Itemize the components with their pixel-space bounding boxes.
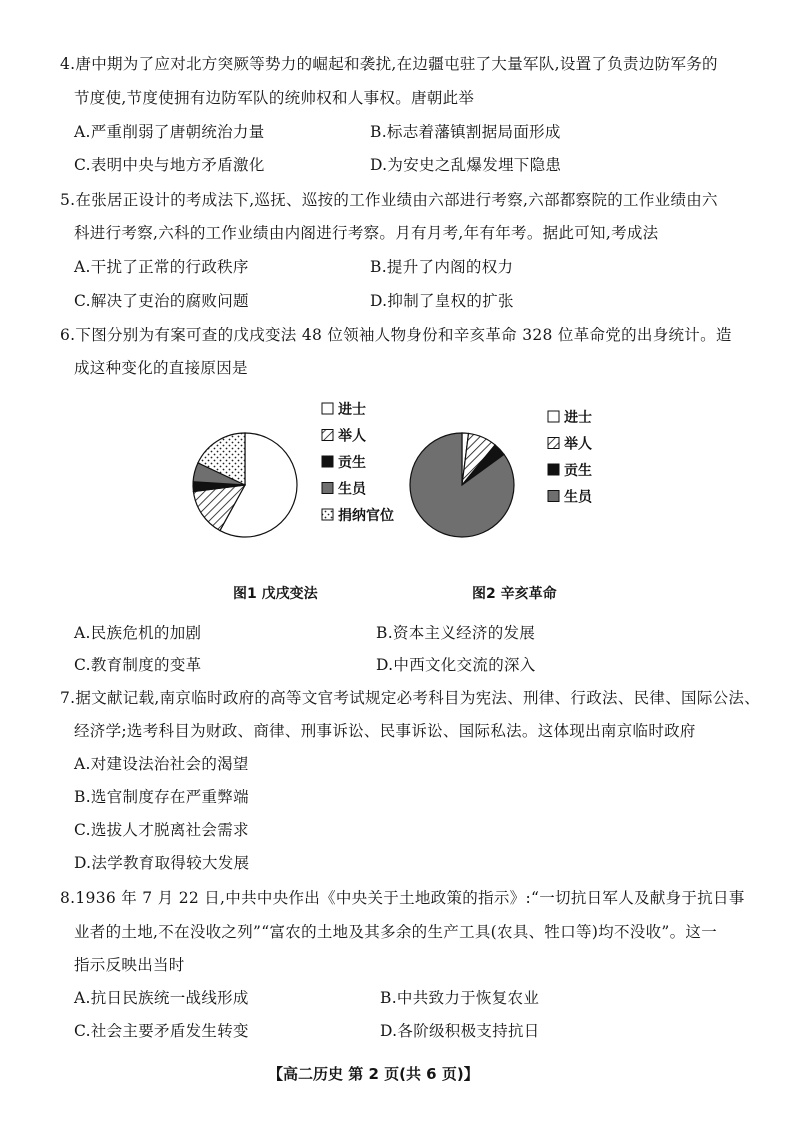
q8-option-d: D.各阶级积极支持抗日 — [380, 1022, 540, 1040]
q5-stem-line-2: 科进行考察,六科的工作业绩由内阁进行考察。月有月考,年有年考。据此可知,考成法 — [74, 224, 659, 242]
q7-option-d: D.法学教育取得较大发展 — [74, 854, 250, 872]
q5-option-c: C.解决了吏治的腐败问题 — [74, 292, 249, 310]
pie-charts-figure — [0, 390, 800, 570]
q4-option-d: D.为安史之乱爆发埋下隐患 — [370, 156, 562, 174]
figure-2-caption: 图2 辛亥革命 — [472, 586, 557, 602]
q7-stem-line-1: 7.据文献记载,南京临时政府的高等文官考试规定必考科目为宪法、刑律、行政法、民律、国际公法、 — [60, 689, 761, 707]
legend-label-xinhai-2: 贡生 — [564, 463, 592, 479]
legend-swatch-xinhai-3 — [548, 491, 559, 502]
q6-option-b: B.资本主义经济的发展 — [376, 624, 536, 642]
q8-stem-line-1: 8.1936 年 7 月 22 日,中共中央作出《中央关于土地政策的指示》:“一切抗日军人及献身于抗日事 — [60, 889, 745, 907]
legend-label-xinhai-1: 举人 — [564, 436, 592, 453]
legend-swatch-wuxu-0 — [322, 403, 333, 414]
q5-option-a: A.干扰了正常的行政秩序 — [74, 258, 249, 276]
q8-stem-line-3: 指示反映出当时 — [74, 956, 185, 974]
q4-stem-line-2: 节度使,节度使拥有边防军队的统帅权和人事权。唐朝此举 — [74, 89, 475, 107]
q7-option-a: A.对建设法治社会的渴望 — [74, 755, 249, 773]
q6-option-d: D.中西文化交流的深入 — [376, 656, 536, 674]
legend-label-xinhai-3: 生员 — [564, 489, 592, 506]
q4-option-c: C.表明中央与地方矛盾激化 — [74, 156, 265, 174]
q8-option-c: C.社会主要矛盾发生转变 — [74, 1022, 249, 1040]
q8-option-a: A.抗日民族统一战线形成 — [74, 989, 249, 1007]
legend-swatch-wuxu-1 — [322, 430, 333, 441]
legend-swatch-xinhai-1 — [548, 438, 559, 449]
legend-label-wuxu-2: 贡生 — [338, 455, 366, 471]
q5-stem-line-1: 5.在张居正设计的考成法下,巡抚、巡按的工作业绩由六部进行考察,六部都察院的工作业绩由六 — [60, 191, 718, 209]
legend-label-wuxu-1: 举人 — [338, 428, 366, 445]
q4-option-b: B.标志着藩镇割据局面形成 — [370, 123, 561, 141]
q4-stem-line-1: 4.唐中期为了应对北方突厥等势力的崛起和袭扰,在边疆屯驻了大量军队,设置了负责边防军务的 — [60, 55, 718, 73]
pie-chart-xinhai — [410, 433, 514, 537]
q6-stem-line-1: 6.下图分别为有案可查的戊戌变法 48 位领袖人物身份和辛亥革命 328 位革命党的出身统计。造 — [60, 326, 732, 344]
legend-wuxu — [322, 402, 394, 524]
legend-xinhai — [548, 410, 593, 506]
q5-option-b: B.提升了内阁的权力 — [370, 258, 514, 276]
legend-label-wuxu-4: 捐纳官位 — [338, 508, 394, 524]
q8-stem-line-2: 业者的土地,不在没收之列”“富农的土地及其多余的生产工具(农具、牲口等)均不没收”。这一 — [74, 923, 717, 941]
legend-label-wuxu-0: 进士 — [338, 402, 366, 418]
legend-swatch-wuxu-4 — [322, 509, 333, 520]
q7-stem-line-2: 经济学;选考科目为财政、商律、刑事诉讼、民事诉讼、国际私法。这体现出南京临时政府 — [74, 722, 696, 740]
page-footer: 【高二历史 第 2 页(共 6 页)】 — [268, 1065, 479, 1083]
q8-option-b: B.中共致力于恢复农业 — [380, 989, 540, 1007]
legend-label-xinhai-0: 进士 — [564, 410, 592, 426]
figure-1-caption: 图1 戊戌变法 — [233, 586, 318, 602]
q7-option-c: C.选拔人才脱离社会需求 — [74, 821, 249, 839]
q5-option-d: D.抑制了皇权的扩张 — [370, 292, 514, 310]
legend-swatch-xinhai-0 — [548, 411, 559, 422]
q4-option-a: A.严重削弱了唐朝统治力量 — [74, 123, 265, 141]
legend-label-wuxu-3: 生员 — [338, 481, 366, 498]
q6-option-a: A.民族危机的加剧 — [74, 624, 202, 642]
pie-chart-wuxu — [193, 433, 297, 537]
legend-swatch-xinhai-2 — [548, 464, 559, 475]
legend-swatch-wuxu-2 — [322, 456, 333, 467]
q6-option-c: C.教育制度的变革 — [74, 656, 202, 674]
legend-swatch-wuxu-3 — [322, 483, 333, 494]
q6-stem-line-2: 成这种变化的直接原因是 — [74, 359, 248, 377]
q7-option-b: B.选官制度存在严重弊端 — [74, 788, 249, 806]
